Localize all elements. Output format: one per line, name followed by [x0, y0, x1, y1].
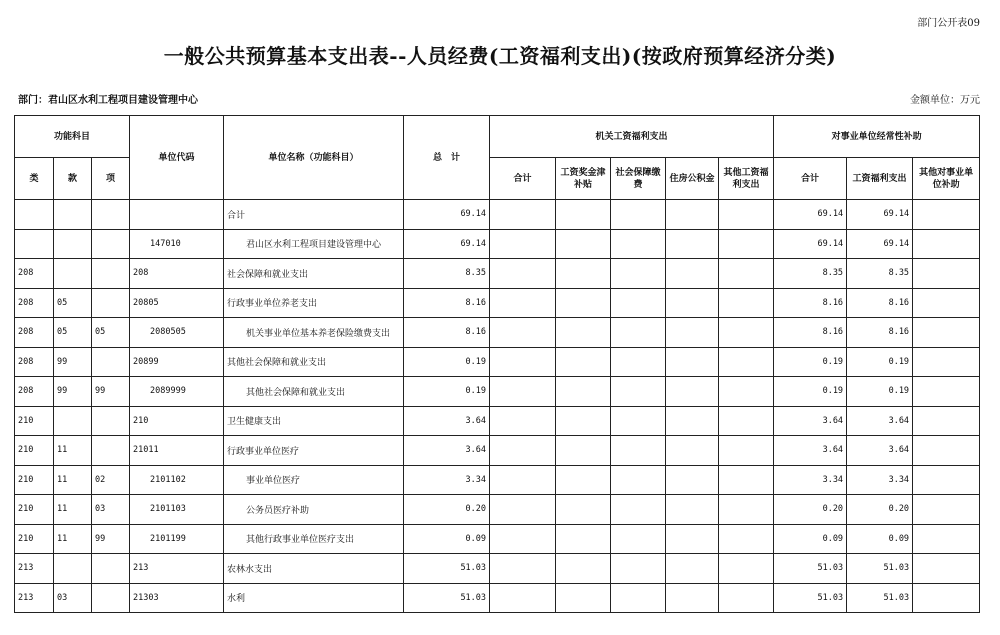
- cell-g1-social: [611, 524, 666, 554]
- cell-kuan: 03: [54, 583, 92, 613]
- cell-code: 2089999: [130, 377, 224, 407]
- cell-total: 3.34: [404, 465, 490, 495]
- cell-xiang: [92, 554, 130, 584]
- cell-g1-wage: [556, 465, 611, 495]
- cell-g1-sum: [490, 288, 556, 318]
- cell-total: 3.64: [404, 406, 490, 436]
- cell-xiang: [92, 200, 130, 230]
- cell-g1-sum: [490, 524, 556, 554]
- cell-g1-social: [611, 554, 666, 584]
- unit-label: 金额单位：万元: [910, 95, 980, 106]
- cell-g2-sum: 51.03: [774, 554, 847, 584]
- cell-code: 213: [130, 554, 224, 584]
- cell-g2-wage: 0.19: [847, 377, 913, 407]
- cell-g2-wage: 8.35: [847, 259, 913, 289]
- cell-g1-other: [719, 465, 774, 495]
- cell-g2-wage: 0.19: [847, 347, 913, 377]
- cell-g1-social: [611, 200, 666, 230]
- cell-name: 事业单位医疗: [224, 465, 404, 495]
- header-g2-wage: 工资福利支出: [847, 158, 913, 200]
- cell-lei: 210: [15, 436, 54, 466]
- cell-name: 机关事业单位基本养老保险缴费支出: [224, 318, 404, 348]
- table-row: [15, 229, 980, 259]
- cell-kuan: [54, 200, 92, 230]
- cell-kuan: 11: [54, 465, 92, 495]
- cell-total: 8.35: [404, 259, 490, 289]
- cell-g1-other: [719, 377, 774, 407]
- department-label: 部门：君山区水利工程项目建设管理中心: [18, 95, 198, 106]
- cell-g2-other: [913, 436, 980, 466]
- cell-g2-sum: 3.64: [774, 436, 847, 466]
- cell-g1-housing: [666, 318, 719, 348]
- cell-g1-other: [719, 583, 774, 613]
- cell-g2-sum: 0.09: [774, 524, 847, 554]
- cell-g1-other: [719, 495, 774, 525]
- cell-name: 社会保障和就业支出: [224, 259, 404, 289]
- header-g1-sum: 合计: [490, 158, 556, 200]
- cell-g1-other: [719, 200, 774, 230]
- table-row: [15, 406, 980, 436]
- cell-g1-wage: [556, 259, 611, 289]
- cell-total: 0.09: [404, 524, 490, 554]
- cell-xiang: 05: [92, 318, 130, 348]
- cell-g1-social: [611, 436, 666, 466]
- cell-g1-housing: [666, 347, 719, 377]
- cell-kuan: 05: [54, 318, 92, 348]
- cell-g1-social: [611, 288, 666, 318]
- cell-code: 208: [130, 259, 224, 289]
- table-row: [15, 583, 980, 613]
- cell-g1-other: [719, 554, 774, 584]
- cell-g1-wage: [556, 229, 611, 259]
- cell-g1-wage: [556, 288, 611, 318]
- cell-name: 行政事业单位养老支出: [224, 288, 404, 318]
- cell-g2-other: [913, 229, 980, 259]
- cell-g2-wage: 51.03: [847, 554, 913, 584]
- header-total: 总 计: [404, 116, 490, 200]
- cell-g1-sum: [490, 229, 556, 259]
- cell-name: 其他行政事业单位医疗支出: [224, 524, 404, 554]
- cell-code: 210: [130, 406, 224, 436]
- cell-g2-other: [913, 406, 980, 436]
- cell-g1-wage: [556, 318, 611, 348]
- cell-g2-wage: 0.20: [847, 495, 913, 525]
- cell-g1-other: [719, 436, 774, 466]
- header-g1-wage: 工资奖金津补贴: [556, 158, 611, 200]
- cell-total: 8.16: [404, 288, 490, 318]
- table-row: [15, 465, 980, 495]
- cell-g1-social: [611, 406, 666, 436]
- cell-g2-other: [913, 524, 980, 554]
- cell-g1-housing: [666, 436, 719, 466]
- cell-g1-housing: [666, 554, 719, 584]
- cell-g1-sum: [490, 347, 556, 377]
- cell-lei: 208: [15, 347, 54, 377]
- cell-xiang: [92, 288, 130, 318]
- cell-g1-wage: [556, 200, 611, 230]
- cell-g1-other: [719, 229, 774, 259]
- cell-g1-other: [719, 524, 774, 554]
- table-number-tag: 部门公开表09: [917, 18, 980, 29]
- cell-g1-social: [611, 583, 666, 613]
- cell-g2-sum: 3.64: [774, 406, 847, 436]
- cell-total: 69.14: [404, 200, 490, 230]
- cell-g1-sum: [490, 465, 556, 495]
- cell-lei: 208: [15, 259, 54, 289]
- cell-g1-wage: [556, 583, 611, 613]
- cell-g1-sum: [490, 406, 556, 436]
- cell-g1-sum: [490, 495, 556, 525]
- table-row: [15, 200, 980, 230]
- cell-code: 2101199: [130, 524, 224, 554]
- cell-g1-social: [611, 347, 666, 377]
- table-row: [15, 318, 980, 348]
- cell-xiang: 03: [92, 495, 130, 525]
- cell-g1-wage: [556, 406, 611, 436]
- header-g1-housing: 住房公积金: [666, 158, 719, 200]
- header-g2-other: 其他对事业单位补助: [913, 158, 980, 200]
- cell-g1-other: [719, 347, 774, 377]
- table-row: [15, 259, 980, 289]
- cell-g2-wage: 8.16: [847, 318, 913, 348]
- cell-g2-other: [913, 583, 980, 613]
- cell-g1-wage: [556, 554, 611, 584]
- header-lei: 类: [15, 158, 54, 200]
- cell-g2-other: [913, 465, 980, 495]
- table-body: [15, 200, 980, 613]
- cell-total: 0.19: [404, 347, 490, 377]
- cell-name: 行政事业单位医疗: [224, 436, 404, 466]
- header-xiang: 项: [92, 158, 130, 200]
- cell-g2-sum: 8.16: [774, 288, 847, 318]
- cell-name: 其他社会保障和就业支出: [224, 347, 404, 377]
- cell-code: [130, 200, 224, 230]
- cell-g2-wage: 3.64: [847, 436, 913, 466]
- cell-g2-wage: 0.09: [847, 524, 913, 554]
- cell-code: 20899: [130, 347, 224, 377]
- cell-code: 2101103: [130, 495, 224, 525]
- cell-xiang: 99: [92, 377, 130, 407]
- header-g1-social: 社会保障缴费: [611, 158, 666, 200]
- cell-g2-other: [913, 347, 980, 377]
- cell-g1-wage: [556, 436, 611, 466]
- cell-name: 水利: [224, 583, 404, 613]
- cell-g1-housing: [666, 495, 719, 525]
- cell-g1-social: [611, 259, 666, 289]
- cell-g1-sum: [490, 259, 556, 289]
- cell-name: 其他社会保障和就业支出: [224, 377, 404, 407]
- cell-g1-social: [611, 229, 666, 259]
- cell-lei: [15, 200, 54, 230]
- cell-lei: 210: [15, 406, 54, 436]
- cell-lei: [15, 229, 54, 259]
- cell-lei: 208: [15, 318, 54, 348]
- cell-kuan: 05: [54, 288, 92, 318]
- cell-g2-sum: 0.20: [774, 495, 847, 525]
- table-row: [15, 377, 980, 407]
- page-title: 一般公共预算基本支出表--人员经费(工资福利支出)(按政府预算经济分类): [163, 44, 837, 68]
- header-unit-name: 单位名称（功能科目）: [224, 116, 404, 200]
- header-g1-other: 其他工资福利支出: [719, 158, 774, 200]
- cell-g2-sum: 8.35: [774, 259, 847, 289]
- header-func-subject: 功能科目: [15, 116, 130, 158]
- cell-g2-sum: 69.14: [774, 229, 847, 259]
- cell-kuan: 99: [54, 377, 92, 407]
- cell-xiang: [92, 436, 130, 466]
- cell-g1-wage: [556, 377, 611, 407]
- cell-total: 69.14: [404, 229, 490, 259]
- cell-g2-other: [913, 288, 980, 318]
- cell-g1-sum: [490, 436, 556, 466]
- cell-g1-sum: [490, 583, 556, 613]
- cell-kuan: [54, 259, 92, 289]
- cell-g2-wage: 3.64: [847, 406, 913, 436]
- cell-g2-other: [913, 318, 980, 348]
- cell-g2-sum: 0.19: [774, 347, 847, 377]
- header-unit-code: 单位代码: [130, 116, 224, 200]
- table-row: [15, 347, 980, 377]
- cell-g1-other: [719, 318, 774, 348]
- cell-g2-other: [913, 495, 980, 525]
- cell-xiang: [92, 406, 130, 436]
- table-row: [15, 554, 980, 584]
- header-group-institution-subsidy: 对事业单位经常性补助: [774, 116, 980, 158]
- cell-g1-sum: [490, 554, 556, 584]
- cell-g2-wage: 69.14: [847, 229, 913, 259]
- cell-kuan: 11: [54, 524, 92, 554]
- cell-code: 20805: [130, 288, 224, 318]
- cell-kuan: 99: [54, 347, 92, 377]
- cell-kuan: 11: [54, 495, 92, 525]
- cell-g1-social: [611, 465, 666, 495]
- cell-kuan: [54, 229, 92, 259]
- cell-g1-housing: [666, 288, 719, 318]
- budget-table: [14, 115, 980, 613]
- cell-g1-housing: [666, 465, 719, 495]
- table-row: [15, 495, 980, 525]
- cell-g2-wage: 8.16: [847, 288, 913, 318]
- cell-code: 2101102: [130, 465, 224, 495]
- cell-total: 0.20: [404, 495, 490, 525]
- cell-g2-wage: 69.14: [847, 200, 913, 230]
- cell-g2-other: [913, 554, 980, 584]
- cell-name: 农林水支出: [224, 554, 404, 584]
- cell-name: 君山区水利工程项目建设管理中心: [224, 229, 404, 259]
- cell-code: 2080505: [130, 318, 224, 348]
- cell-g1-housing: [666, 259, 719, 289]
- cell-lei: 213: [15, 583, 54, 613]
- cell-g1-social: [611, 377, 666, 407]
- cell-g1-other: [719, 288, 774, 318]
- cell-g1-sum: [490, 318, 556, 348]
- cell-lei: 210: [15, 524, 54, 554]
- header-group-agency-wage: 机关工资福利支出: [490, 116, 774, 158]
- cell-xiang: 99: [92, 524, 130, 554]
- cell-g1-social: [611, 318, 666, 348]
- cell-g2-other: [913, 259, 980, 289]
- cell-g1-housing: [666, 229, 719, 259]
- cell-code: 21303: [130, 583, 224, 613]
- cell-g1-housing: [666, 524, 719, 554]
- table-row: [15, 436, 980, 466]
- cell-kuan: [54, 554, 92, 584]
- cell-g1-social: [611, 495, 666, 525]
- cell-g2-sum: 8.16: [774, 318, 847, 348]
- cell-xiang: 02: [92, 465, 130, 495]
- cell-g2-other: [913, 200, 980, 230]
- cell-g2-sum: 3.34: [774, 465, 847, 495]
- table-row: [15, 288, 980, 318]
- cell-kuan: 11: [54, 436, 92, 466]
- cell-g2-sum: 69.14: [774, 200, 847, 230]
- cell-xiang: [92, 583, 130, 613]
- cell-g2-sum: 51.03: [774, 583, 847, 613]
- cell-g1-housing: [666, 200, 719, 230]
- table-row: [15, 524, 980, 554]
- cell-g1-sum: [490, 200, 556, 230]
- cell-xiang: [92, 347, 130, 377]
- cell-g1-other: [719, 259, 774, 289]
- cell-g2-sum: 0.19: [774, 377, 847, 407]
- cell-total: 0.19: [404, 377, 490, 407]
- header-kuan: 款: [54, 158, 92, 200]
- cell-lei: 208: [15, 288, 54, 318]
- cell-g1-wage: [556, 347, 611, 377]
- cell-g1-housing: [666, 377, 719, 407]
- cell-g1-housing: [666, 583, 719, 613]
- cell-kuan: [54, 406, 92, 436]
- cell-xiang: [92, 229, 130, 259]
- cell-total: 8.16: [404, 318, 490, 348]
- cell-lei: 213: [15, 554, 54, 584]
- cell-total: 51.03: [404, 583, 490, 613]
- cell-lei: 208: [15, 377, 54, 407]
- cell-g2-wage: 51.03: [847, 583, 913, 613]
- cell-total: 51.03: [404, 554, 490, 584]
- cell-xiang: [92, 259, 130, 289]
- cell-name: 公务员医疗补助: [224, 495, 404, 525]
- cell-g1-housing: [666, 406, 719, 436]
- cell-code: 21011: [130, 436, 224, 466]
- cell-g2-wage: 3.34: [847, 465, 913, 495]
- cell-g1-other: [719, 406, 774, 436]
- cell-lei: 210: [15, 465, 54, 495]
- cell-total: 3.64: [404, 436, 490, 466]
- cell-g1-wage: [556, 524, 611, 554]
- cell-code: 147010: [130, 229, 224, 259]
- header-g2-sum: 合计: [774, 158, 847, 200]
- cell-name: 合计: [224, 200, 404, 230]
- cell-g1-wage: [556, 495, 611, 525]
- cell-name: 卫生健康支出: [224, 406, 404, 436]
- cell-g2-other: [913, 377, 980, 407]
- cell-lei: 210: [15, 495, 54, 525]
- cell-g1-sum: [490, 377, 556, 407]
